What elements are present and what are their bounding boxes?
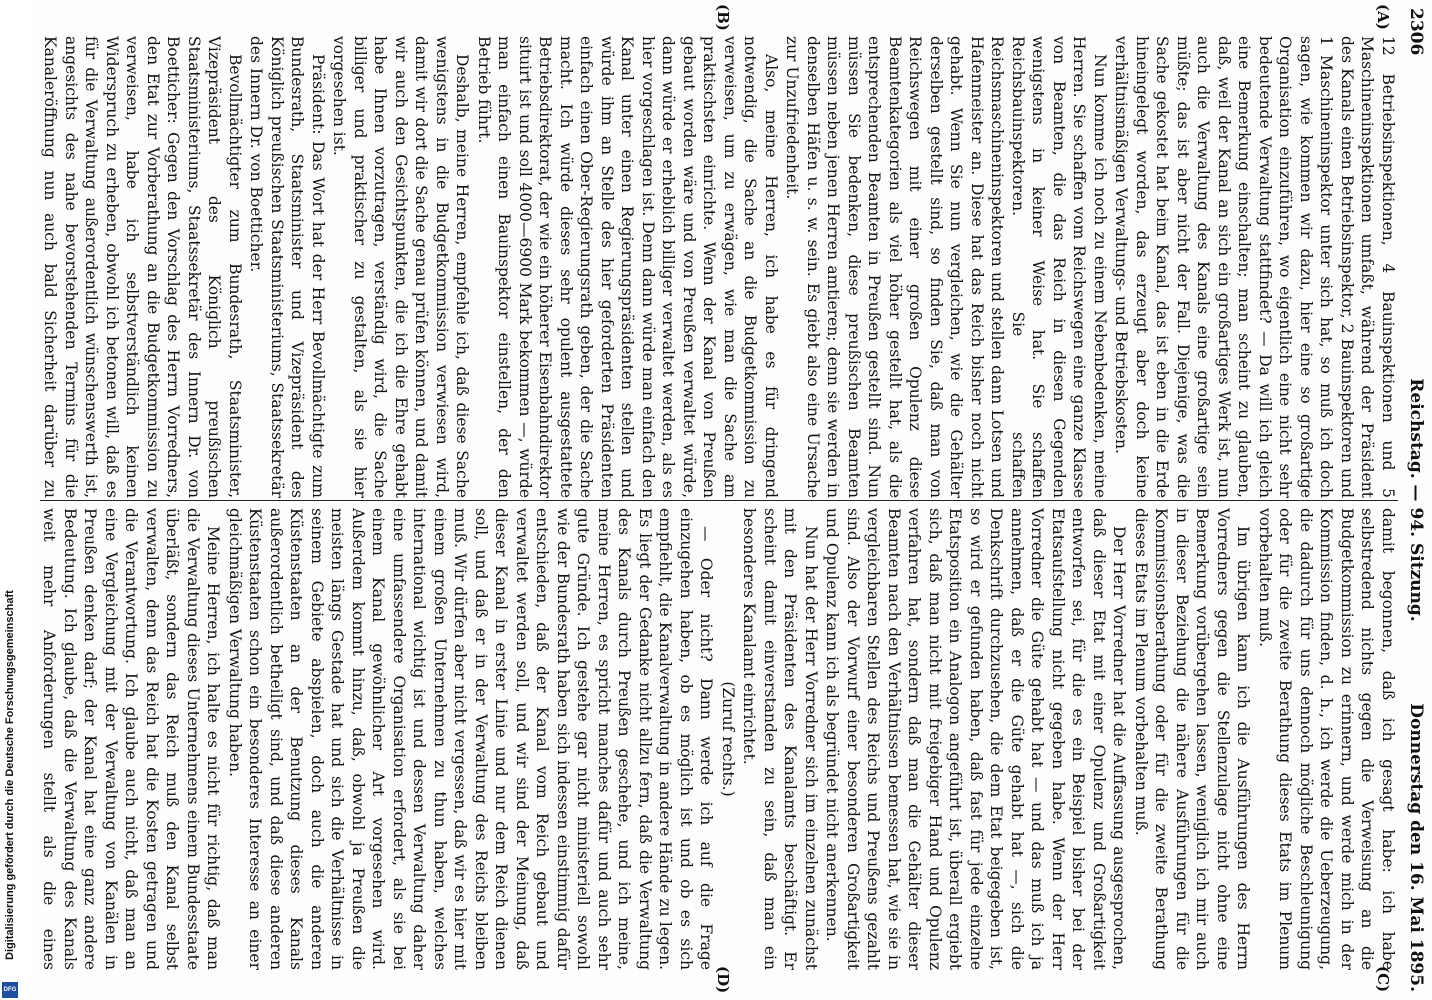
margin-letter-c: (C) (1374, 966, 1392, 993)
page-header (1402, 8, 1426, 992)
paragraph: Also, meine Herren, ich habe es für dringend notwendig, die Sache an die Budgetkommission zu verweisen, um zu erwägen, wie man die Sache am praktischsten einrichte. Wenn der Kanal von Preußen gebaut worden wäre und von Preußen verwaltet würde, dann würde er erheblich billiger verwaltet werden, als es hier vorgeschlagen ist. Denn dann würde man einfach den Kanal unter einen Regierungspräsidenten stellen und würde ihm an Stelle des hier geforderten Präsidenten einfach einen Ober-Regierungsrath geben, der die Sache macht. Ich würde dieses sehr opulent ausgestattete Betriebsdirektorat, der wie ein höherer Eisenbahndirektor situirt ist und soll 4000—6900 Mark bekommen —, würde man einfach einen Bauinspektor einstellen, der den Betrieb führt. (475, 36, 780, 498)
paragraph: 12 Betriebsinspektionen, 4 Bauinspektionen und 5 Maschineninspektionen umfaßt, während der Präsident des Kanals einen Betriebsinspektor, 2 Bauinspektoren und 1 Maschineninspektor unter sich hat, so muß ich doch sagen, wie kommen wir dazu, hier eine so großartige Organisation einzuführen, wo eigentlich eine nicht sehr bedeutende Verwaltung stattfindet? — Da will ich gleich eine Bemerkung einschalten; man scheint zu glauben, daß, weil der Kanal an sich ein großartiges Werk ist, nun auch die Verwaltung des Kanals eine großartige sein müßte; das ist aber nicht der Fall. Diejenige, was die Sache gekostet hat beim Kanal, das ist eben in die Erde hineingelegt worden, das erzeugt aber doch keine verhältnismäßigen Verwaltungs- und Betriebskosten. (1112, 36, 1397, 498)
paragraph: Der Herr Vorredner hat die Auffassung ausgesprochen, daß dieser Etat mit einer Opulenz und Großartigkeit entworfen sei, für die es ein Beispiel bisher bei der Etatsaufstellung nicht gegeben habe. Wenn der Herr Vorredner die Güte gehabt hat — und das muß ich ja annehmen, daß er die Güte gehabt hat —, sich die Denkschrift durchzusehen, die dem Etat beigegeben ist, so wird er gefunden haben, daß fast für jede einzelne Etatsposition ein Analogon angeführt ist, überall ergiebt sich, daß man nicht mit freigebiger Hand und Opulenz verfahren hat, sondern daß man die Gehälter dieser Beamten nach den Verhältnissen bemessen hat, wie sie in vergleichbaren Stellen des Reichs und Preußens gezahlt sind. Also der Vorwurf einer besonderen Großartigkeit und Opulenz kann ich als begründet nicht anerkennen. (823, 508, 1129, 970)
digitization-text: Digitalisierung gefördert durch die Deutsche Forschungsgemeinschaft (4, 590, 16, 960)
paragraph: Nun hat der Herr Vorredner sich im einzelnen zunächst mit den Präsidenten des Kanalamts beschäftigt. Er scheint damit einverstanden zu sein, daß man ein besonderes Kanalamt einrichtet. (740, 508, 820, 970)
margin-letter-b: (B) (714, 4, 732, 31)
margin-letter-d: (D) (714, 966, 732, 994)
margin-letter-a: (A) (1374, 4, 1392, 30)
paragraph: Nun komme ich noch zu einem Nebenbedenken, meine Herren. Sie schaffen vom Reichswegen eine ganze Klasse von Beamten, die das Reich in diesen Gegenden wenigstens in keiner Weise hat. Sie schaffen Reichsbauinspektoren. Sie schaffen Reichsmaschineninspektoren und stellen dann Lotsen und Hafenmeister an. Diese hat das Reich bisher noch nicht gehabt. Wenn Sie nun vergleichen, wie die Gehälter derselben gestellt sind, so finden Sie, daß man von Reichswegen mit einer großen Opulenz diese Beamtenkategorien als viel höher gestellt hat, als die entsprechenden Beamten in Preußen gestellt sind. Nun müssen Sie bedenken, diese preußischen Beamten müssen neben jenen Herren amtieren; denn sie werden in denselben Häfen u. s. w. sein. Es giebt also eine Ursache zur Unzufriedenheit. (783, 36, 1109, 498)
paragraph: Im übrigen kann ich die Ausführungen des Herrn Vorredners gegen die Stellenzulage nicht ohne eine Bemerkung vorübergehen lassen, weniglich ich mir auch in dieser Beziehung die nähere Ausführungen für die Kommissionsberathung oder für die zweite Berathung dieses Etats im Plenum vorbehalten muß. (1132, 508, 1253, 970)
paragraph: Deshalb, meine Herren, empfehle ich, daß diese Sache wenigstens in die Budgetkommission verwiesen wird, damit wir dort die Sache genau prüfen können, und damit wir auch den Gesichtspunkten, die ich die Ehre gehabt habe Ihnen vorzutragen, verständig wird, die Sache billiger und praktischer zu gestalten, als sie hier vorgesehen ist. (330, 36, 472, 498)
publication-title: Reichstag. — 94. Sitzung. (1406, 378, 1426, 622)
column-divider (40, 500, 1398, 501)
session-date: Donnerstag den 16. Mai 1895. (1406, 703, 1426, 992)
paragraph: Bevollmächtigter zum Bundesrath, Staatsminister, Vizepräsident des Königlich preußischen Staatsministeriums, Staatssekretär des Innern Dr. von Boetticher: Gegen den Vorschlag des Herrn Vorredners, den Etat zur Vorberathung an die Budgetkommission zu verweisen, habe ich selbstverständlich keinen Widerspruch zu erheben, obwohl ich betonen will, daß es für die Verwaltung außerordentlich wünschenswerth ist, angesichts des nahe bevorstehenden Termins für die Kanaleröffnung nun auch bald Sicherheit darüber zu (41, 36, 244, 498)
paragraph: damit begonnen, daß ich gesagt habe: ich habe selbstredend nichts gegen die Verweisung an die Budgetkommission zu erinnern, und werde mich in der Kommission finden, d. h., ich werde die Ueberzeugung, die dadurch für uns dennoch mögliche Beschleunigung oder für die zweite Berathung dieses Etats im Plenum vorbehalten muß. (1256, 508, 1397, 970)
right-column (40, 508, 1398, 970)
paragraph: — Oder nicht? Dann werde ich auf die Frage einzugehen haben, ob es möglich ist und ob es sich empfiehlt, die Kanalverwaltung in andere Hände zu legen. Es liegt der Gedanke nicht allzu fern, daß die Verwaltung des Kanals durch Preußen geschehe, und ich meine, meine Herren, es spricht manches dafür und auch sehr gute Gründe. Ich gestehe gar nicht ministeriell sowohl wie der Bundesrath haben sich indessen einstimmig dafür entschieden, daß der Kanal vom Reich gebaut und verwaltet werden soll, und wir sind der Meinung, daß dieser Kanal in erster Linie und nur dem Reich dienen soll, und daß er in der Verwaltung des Reichs bleiben muß. Wir dürfen aber nicht vergessen, daß wir es hier mit einem großen Unternehmen zu thun haben, welches international wichtig ist und dessen Verwaltung daher eine umfassendere Organisation erfordert, als sie bei einem Kanal gewöhnlicher Art vorgesehen wird. Außerdem kommt hinzu, daß, obwohl ja Preußen die meisten längs Gestade hat und sich die Verhältnisse in seinem Gebiete abspielen, doch auch die anderen Küstenstaaten an der Benutzung dieses Kanals außerordentlich betheiligt sind, und daß diese anderen Küstenstaaten schon ein besonderes Interesse an einer gleichmäßigen Verwaltung haben. (226, 508, 716, 970)
interjection: (Zuruf rechts.) (719, 681, 737, 797)
page-number: 2306 (1406, 8, 1426, 56)
document-page (32, 0, 1432, 1000)
paragraph: Präsident: Das Wort hat der Herr Bevollmächtigte zum Bundesrath, Staatsminister und Vizepräsident des Königlich preußischen Staatsministeriums, Staatssekretär des Innern Dr. von Boetticher. (247, 36, 327, 498)
dfg-logo: DFG (2, 982, 18, 998)
digitization-credit (0, 0, 20, 1000)
left-column (40, 36, 1398, 498)
paragraph: Meine Herren, ich halte es nicht für richtig, daß man die Verwaltung dieses Unternehmens einem Bundesstaate überläßt, sondern das Reich muß den Kanal selbst verwalten, denn das Reich hat die Kosten getragen und die Verantwortung. Ich glaube auch nicht, daß man an eine Vergleichung mit der Verwaltung von Kanälen in Preußen denken darf; der Kanal hat eine ganz andere Bedeutung. Ich glaube, daß die Verwaltung des Kanals weit mehr Anforderungen stellt als die eines (40, 508, 223, 970)
